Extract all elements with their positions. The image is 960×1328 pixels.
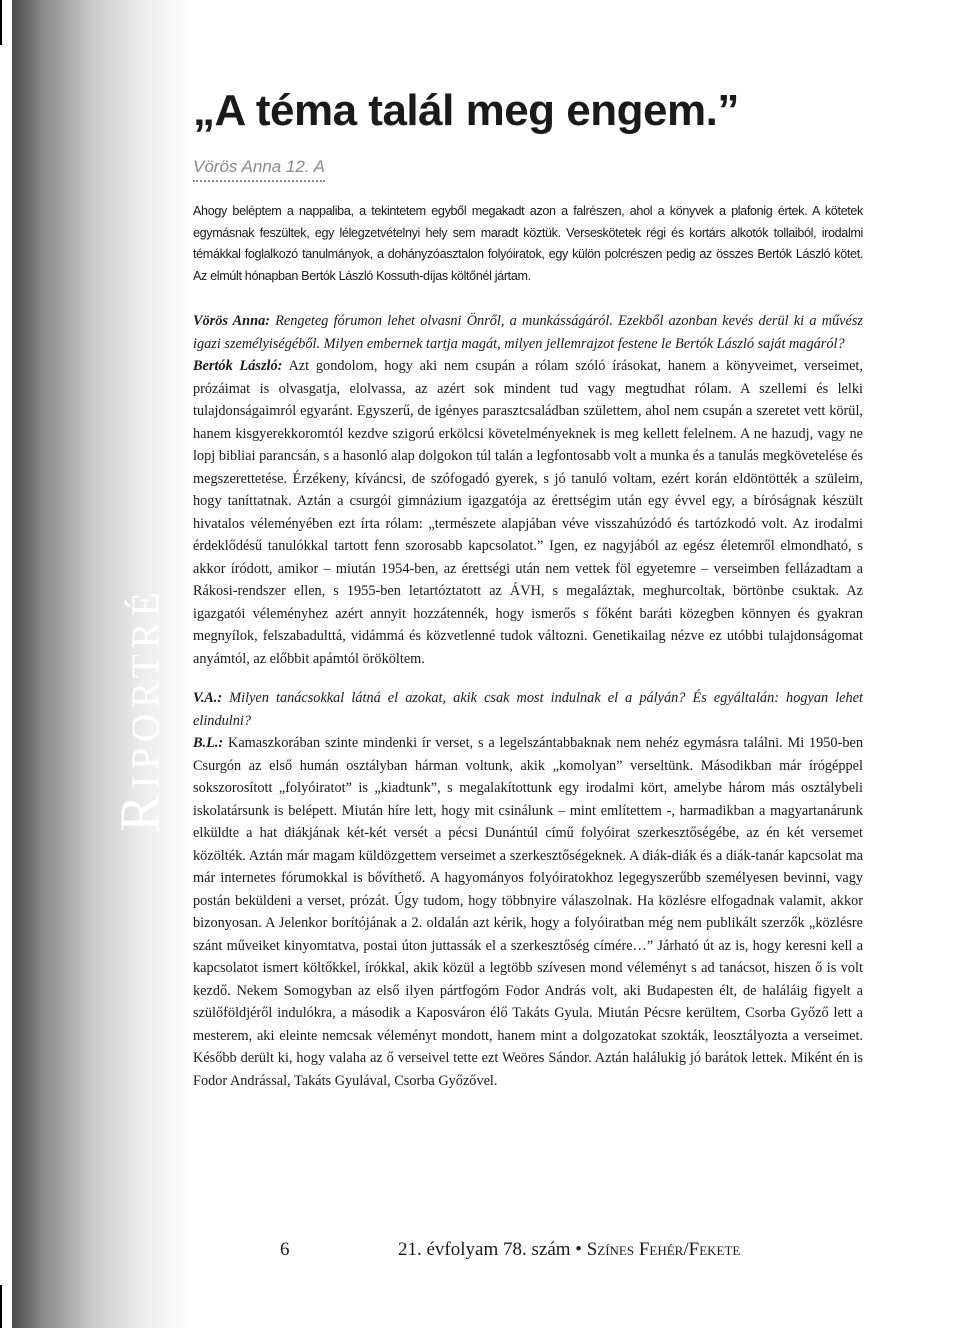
page-number: 6 [280, 1239, 290, 1260]
magazine-name: Színes Fehér/Fekete [586, 1239, 741, 1260]
article-title: „A téma talál meg engem.” [193, 86, 739, 135]
lead-paragraph: Ahogy beléptem a nappaliba, a tekintetem egyből megakadt azon a falrészen, ahol a könyvek a plafonig értek. A kötetek egymásnak feszültek, egy lélegzetvételnyi hely sem maradt köztük. Verseskötetek régi és kortárs alkotók tollaiból, irodalmi témákkal foglalkozó tanulmányok, a dohányzóasztalon folyóiratok, egy külön polcrészen pedig az összes Bertók László kötet. Az elmúlt hónapban Bertók László Kossuth-díjas költőnél jártam. [193, 204, 863, 283]
crop-mark [0, 0, 2, 45]
crop-mark [0, 1285, 2, 1328]
answer-text: Kamaszkorában szinte mindenki ír verset, s a legelszántabbaknak nem nehéz egymásra találni. Mi 1950-ben Csurgón az első humán osztályban hárman voltunk, akik „komolyan” verseltünk. Másodikban már írógéppel sokszorosított „folyóiratot” is „kiadtunk”, s megalakítottunk egy irodalmi kört, amelybe három más osztálybeli iskolatársunk is belépett. Miután híre lett, hogy mit csinálunk – mint említettem -, harmadikban a magyartanárunk elküldte a hat diákjának két-két versét a pécsi Dunántúl című folyóirat szerkesztőségébe, az én két versemet közölték. Aztán már magam küldözgettem verseimet a szerkesztőségeknek. A diák-diák és a diák-tanár kapcsolat ma már internetes fórumokkal is bővíthető. A hagyományos folyóiratokhoz legegyszerűbb személyesen bevinni, vagy postán beküldeni a verset, prózát. Úgy tudom, hogy többnyire válaszolnak. Ha közlésre elfogadnak valamit, akkor bizonyosan. A Jelenkor borítójának a 2. oldalán azt kérik, hogy a folyóiratban még nem publikált szerzők „közlésre szánt műveiket kinyomtatva, postai úton juttassák el a szerkesztőség címére…” Járható út az is, hogy keresni kell a kapcsolatot ismert költőkkel, írókkal, akik közül a legtöbb szívesen mond véleményt s ad tanácsot, hiszen ő is volt kezdő. Nekem Somogyban az első ilyen pártfogóm Fodor András volt, aki Budapesten élt, de haláláig figyelt a szülőföldjéről indulókra, a második a Kaposváron élő Takáts Gyula. Miután Pécsre kerültem, Csorba Győző lett a mesterem, aki eleinte nemcsak véleményt mondott, hanem mint a dolgozatokat szokták, leosztályozta a verseimet. Később derült ki, hogy valaha az ő verseivel tette ezt Weöres Sándor. Aztán halálukig jó barátok lettek. Miként én is Fodor Andrással, Takáts Gyulával, Csorba Győzővel. [193, 735, 863, 1089]
speaker-label: B.L.: [193, 735, 224, 751]
section-label: Riportré [109, 586, 171, 832]
issue-prefix: 21. évfolyam 78. szám • [398, 1239, 587, 1260]
answer-text: Azt gondolom, hogy aki nem csupán a rólam szóló írásokat, hanem a könyveimet, verseimet, prózáimat is olvasgatja, elolvassa, az azért sok mindent tud vagy megtudhat rólam. A szellemi és lelki tulajdonságaimról egyaránt. Egyszerű, de igényes parasztcsaládban születtem, ahol nem csupán a szeretet vett körül, hanem kisgyerekkoromtól kezdve szigorú erkölcsi követelményeknek is meg kellett felelnem. A ne hazudj, vagy ne lopj bibliai parancsán, s a hasonló alap dolgokon túl talán a legfontosabb volt a munka és a tanulás megkövetelése és megszerettetése. Érzékeny, kíváncsi, de szófogadó gyerek, s jó tanuló voltam, ezért korán eldöntötték a szüleim, hogy taníttatnak. Aztán a csurgói gimnázium igazgatója az érettségim után egy évvel egy, a bíróságnak készült hivatalos véleményében ezt írta rólam: „természete alapjában véve visszahúzódó és tartózkodó volt. Az irodalmi érdeklődésű tanulókkal tartott fenn szorosabb kapcsolatot.” Igen, ez nagyjából az egész életemről elmondható, s akkor íródott, amikor – miután 1954-ben, az érettségi után nem vettek föl egyetemre – verseimben fellázadtam a Rákosi-rendszer ellen, s 1955-ben letartóztatott az ÁVH, s megaláztak, meghurcoltak, börtönbe csuktak. Az igazgatói véleményhez azért annyit hozzátennék, hogy ismerős s főként baráti közegben könnyen és gyakran megnyílok, felszabadulttá, vidámmá és közvetlenné tudok változni. Genetikailag nézve ez utóbbi tulajdonságomat anyámtól, az előbbit apámtól örököltem. [193, 358, 863, 667]
question-paragraph [193, 687, 863, 732]
interview-body [193, 310, 863, 1092]
speaker-label: Vörös Anna: [193, 313, 270, 329]
author-byline: Vörös Anna 12. A [193, 157, 325, 182]
answer-paragraph [193, 355, 863, 670]
speaker-label: Bertók László: [193, 358, 283, 374]
question-text: Milyen tanácsokkal látná el azokat, akik csak most indulnak el a pályán? És egyáltalán: hogyan lehet elindulni? [193, 690, 863, 729]
speaker-label: V.A.: [193, 690, 223, 706]
question-text: Rengeteg fórumon lehet olvasni Önről, a munkásságáról. Ezekből azonban kevés derül ki a művész igazi személyiségéből. Milyen embernek tartja magát, milyen jellemrajzot festene le Bertók László saját magáról? [193, 313, 863, 352]
issue-line [398, 1239, 740, 1261]
answer-paragraph [193, 732, 863, 1092]
question-paragraph [193, 310, 863, 355]
